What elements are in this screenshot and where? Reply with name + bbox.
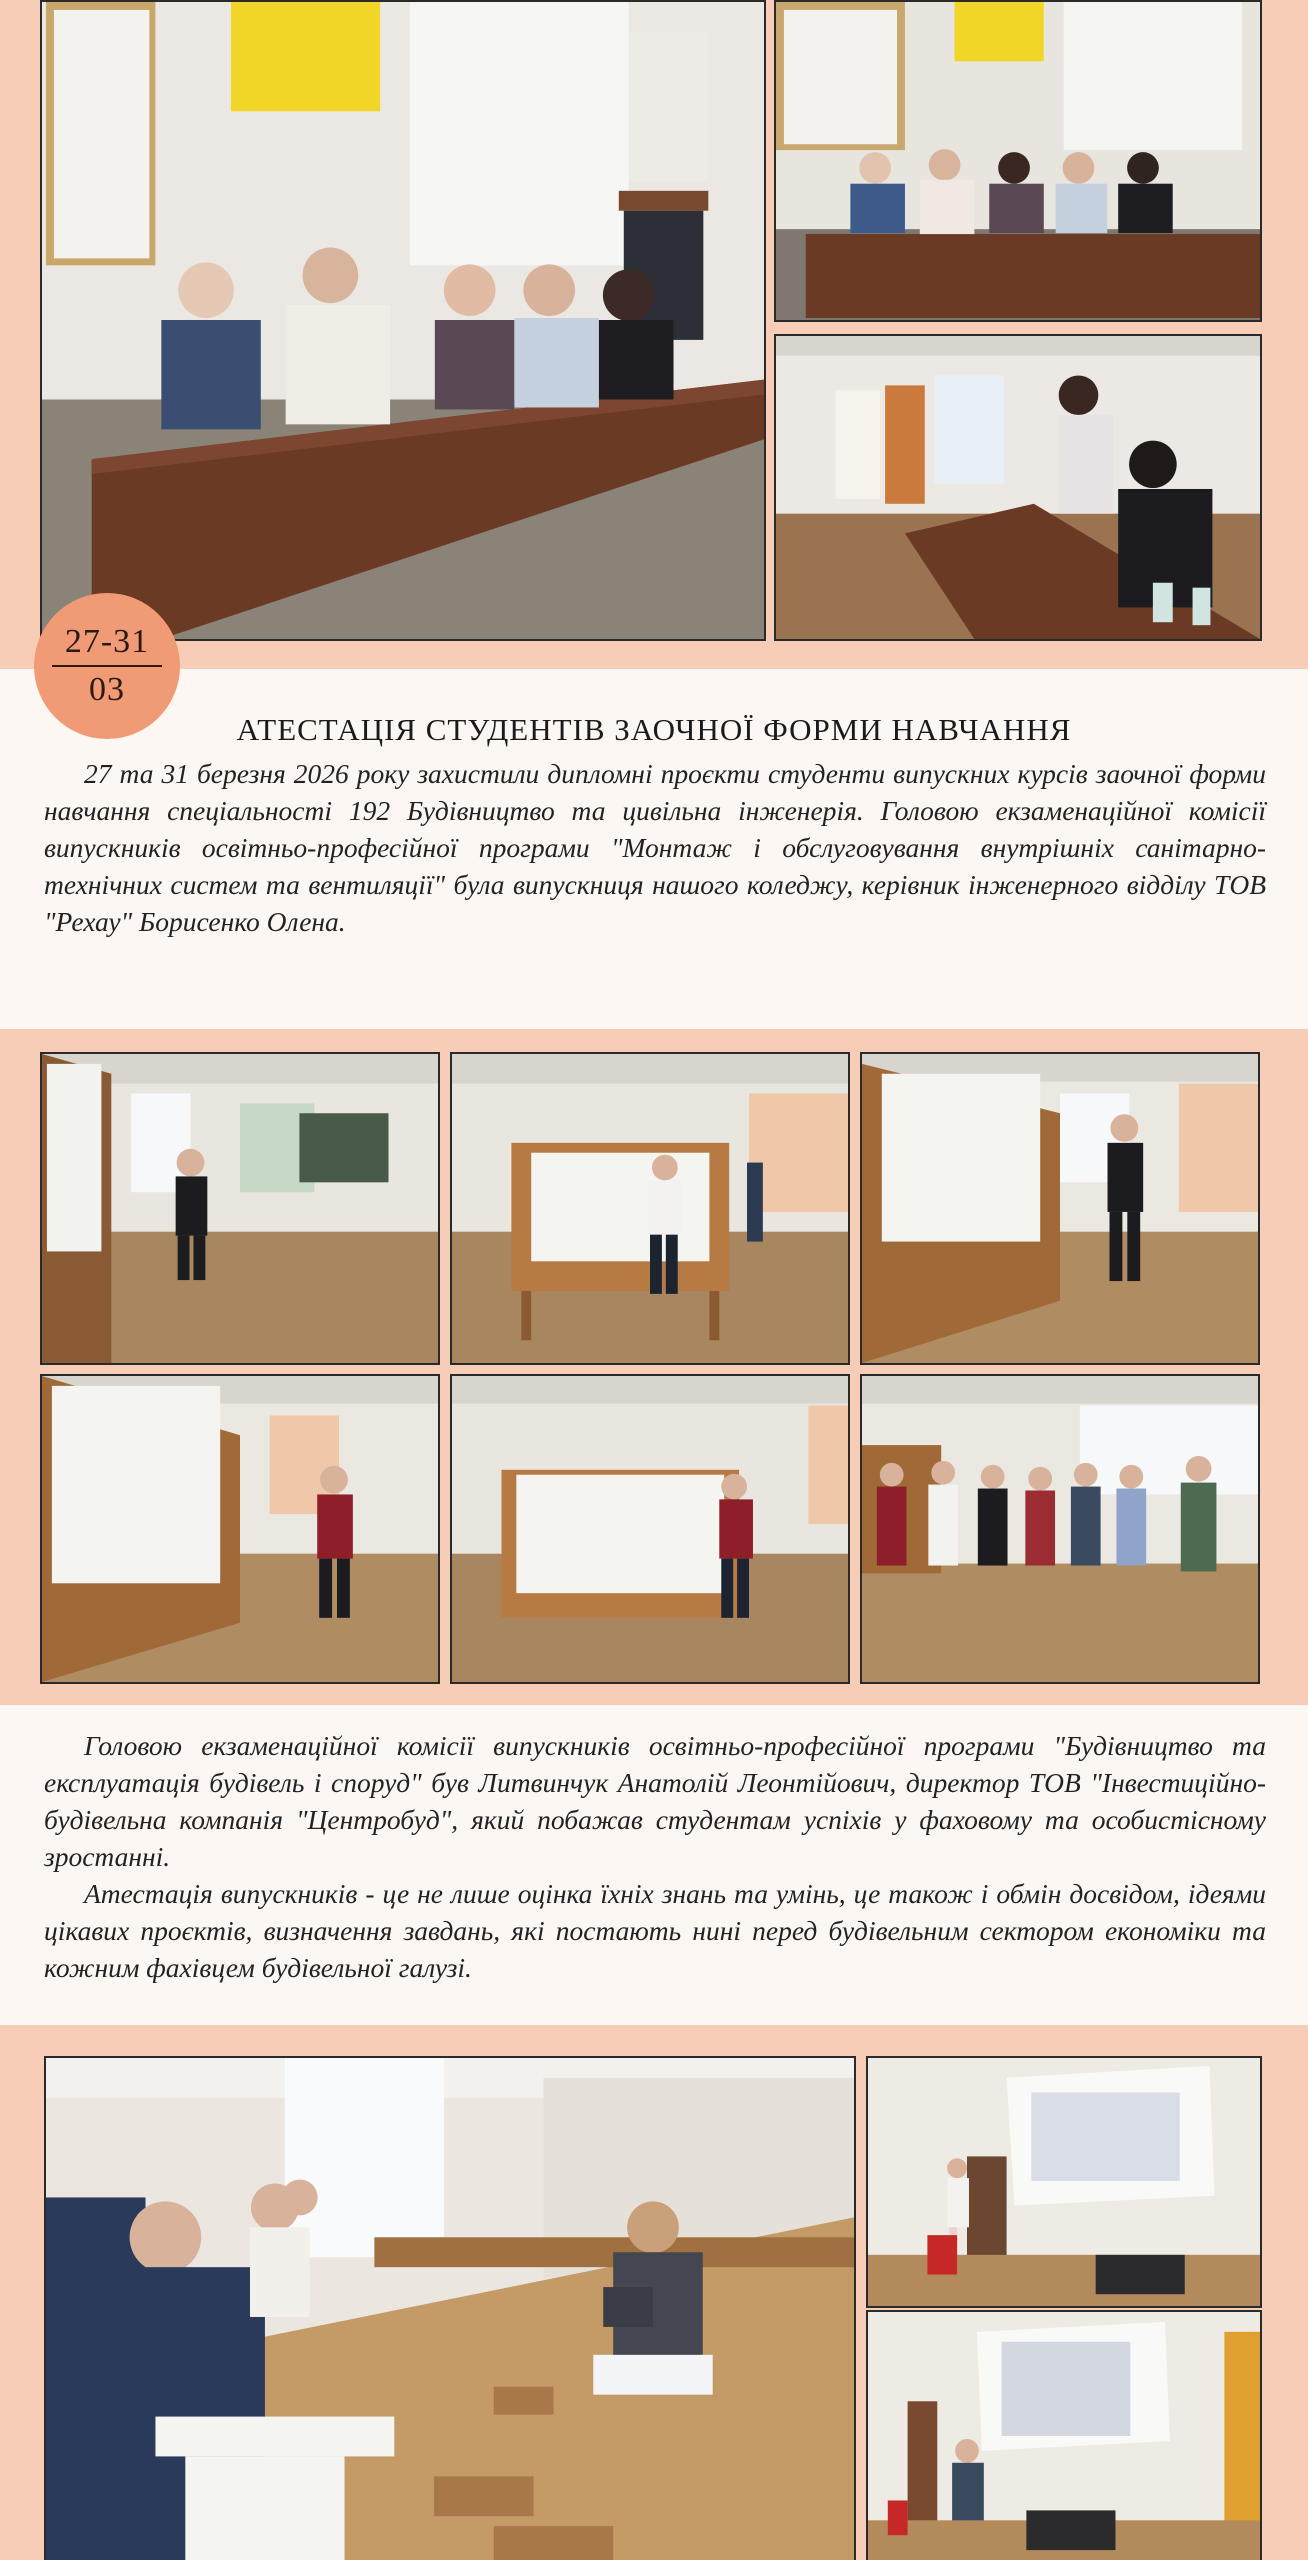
photo-commission-wide	[774, 0, 1262, 322]
intro-paragraph-text: 27 та 31 березня 2026 року захистили дипломні проєкти студенти випускних курсів заочної форми навчання спеціальності 192 Будівництво та цивільна інженерія. Головою екзаменаційної комісії випускників освітньо-професійної програми "Монтаж і обслуговування внутрішніх санітарно-технічних систем та вентиляції" була випускниця нашого коледжу, керівник інженерного відділу ТОВ "Рехау" Борисенко Олена.	[44, 758, 1266, 937]
photo-defense-4	[40, 1374, 440, 1684]
photo-commission-table	[40, 0, 766, 641]
date-badge	[34, 593, 180, 739]
intro-paragraph	[44, 755, 1266, 940]
photo-commission-projector	[44, 2056, 856, 2560]
date-badge-days: 27-31	[64, 623, 150, 660]
photo-defense-5	[450, 1374, 850, 1684]
closing-paragraph-2: Атестація випускників - це не лише оцінка їхніх знань та умінь, це також і обмін досвідом, ідеями цікавих проєктів, визначення завдань, які постають нині перед будівельним сектором економіки та кожним фахівцем будівельної галузі.	[44, 1878, 1266, 1983]
photo-presentation-top	[866, 2056, 1262, 2308]
photo-defense-group	[860, 1374, 1260, 1684]
photo-presentation-bottom	[866, 2310, 1262, 2560]
page-title: АТЕСТАЦІЯ СТУДЕНТІВ ЗАОЧНОЇ ФОРМИ НАВЧАННЯ	[236, 712, 1072, 747]
photo-defense-3	[860, 1052, 1260, 1365]
photo-commission-reading	[774, 334, 1262, 641]
closing-paragraph-1: Головою екзаменаційної комісії випускників освітньо-професійної програми "Будівництво та експлуатація будівель і споруд" був Литвинчук Анатолій Леонтійович, директор ТОВ "Інвестиційно-будівельна компанія "Центробуд", який побажав студентам успіхів у фаховому та особистісному зростанні.	[44, 1730, 1266, 1872]
date-badge-divider	[52, 665, 162, 667]
date-badge-month: 03	[89, 671, 125, 708]
photo-defense-2	[450, 1052, 850, 1365]
closing-paragraphs	[44, 1727, 1266, 1986]
photo-defense-1	[40, 1052, 440, 1365]
